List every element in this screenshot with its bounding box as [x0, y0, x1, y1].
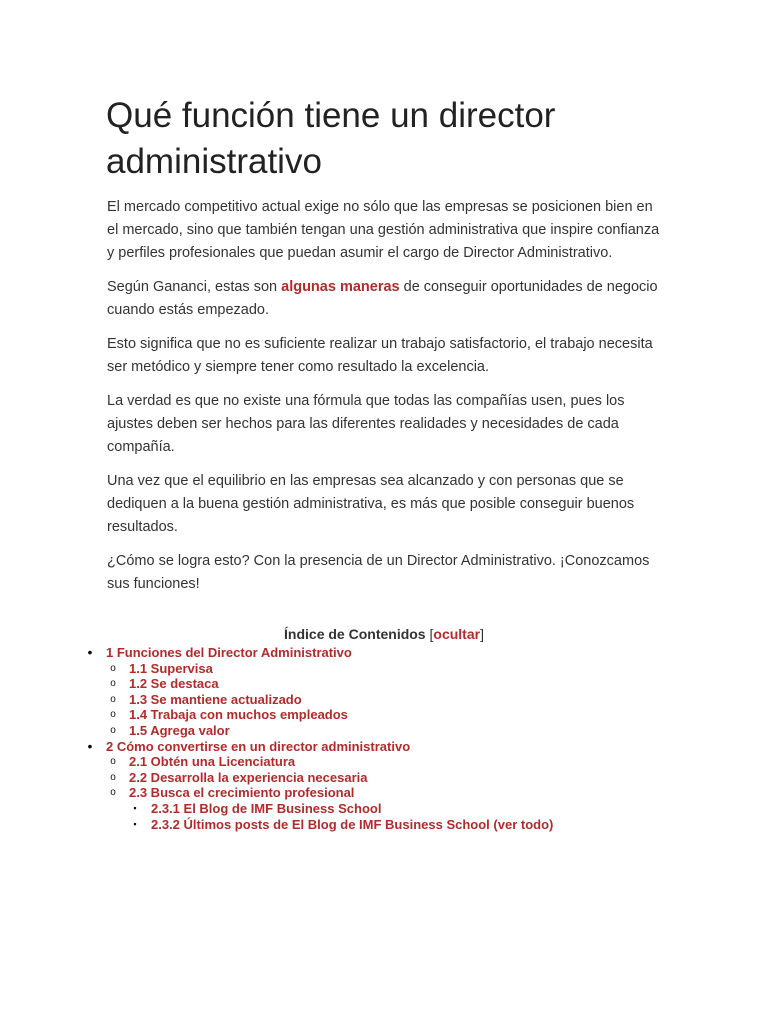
toc-item [0, 817, 768, 833]
toc-item [0, 661, 768, 677]
toc-toggle-wrapper [426, 626, 484, 642]
bullet-circle-icon: o [110, 724, 116, 736]
paragraph-1: El mercado competitivo actual exige no sólo que las empresas se posicionen bien en el mercado, sino que también tengan una gestión administrativa que inspire confianza y perfiles profesionales que puedan asumir el cargo de Director Administrativo. [107, 199, 660, 261]
bullet-disc-icon: • [87, 644, 93, 660]
paragraph-6: ¿Cómo se logra esto? Con la presencia de un Director Administrativo. ¡Conozcamos sus funciones! [107, 553, 650, 592]
paragraph-2-start: Según Gananci, estas son [107, 279, 282, 295]
algunas-maneras-link[interactable]: algunas maneras [281, 279, 400, 295]
toc-item [0, 770, 768, 786]
page-title: Qué función tiene un director administrativo [106, 96, 556, 181]
article-body [107, 196, 667, 607]
toc-link[interactable]: 1.5 Agrega valor [129, 722, 230, 738]
toc-link[interactable]: 2.3.2 Últimos posts de El Blog de IMF Business School (ver todo) [151, 816, 554, 832]
toc-item [0, 723, 768, 739]
table-of-contents [0, 645, 768, 832]
toc-hide-link[interactable]: ocultar [433, 626, 481, 642]
bullet-disc-icon: • [87, 737, 93, 754]
toc-link[interactable]: 2.1 Obtén una Licenciatura [129, 754, 296, 770]
bullet-circle-icon: o [110, 771, 116, 783]
bullet-circle-icon: o [110, 678, 116, 690]
bullet-circle-icon: o [110, 662, 116, 674]
toc-link[interactable]: 1.3 Se mantiene actualizado [129, 691, 302, 707]
toc-item [0, 754, 768, 770]
toc-link[interactable]: 1.4 Trabaja con muchos empleados [129, 707, 348, 723]
bullet-circle-icon: o [110, 709, 116, 721]
bullet-square-icon: ▪ [133, 802, 137, 813]
bullet-circle-icon: o [110, 693, 116, 705]
toc-link[interactable]: 1.2 Se destaca [129, 676, 219, 692]
toc-link[interactable]: 2.2 Desarrolla la experiencia necesaria [129, 769, 368, 785]
bullet-square-icon: ▪ [133, 818, 137, 829]
toc-item [0, 801, 768, 817]
toc-item [0, 739, 768, 755]
toc-heading: Índice de Contenidos [284, 626, 426, 642]
toc-link[interactable]: 2.3.1 El Blog de IMF Business School [151, 800, 382, 816]
toc-item [0, 707, 768, 723]
toc-link[interactable]: 2 Cómo convertirse en un director administrativo [106, 738, 411, 754]
toc-item [0, 785, 768, 801]
toc-item [0, 645, 768, 661]
toc-title [0, 626, 768, 642]
bullet-circle-icon: o [110, 787, 116, 799]
toc-item [0, 676, 768, 692]
bullet-circle-icon: o [110, 756, 116, 768]
toc-bracket-open: [ [425, 626, 434, 642]
paragraph-2-end: de conseguir oportunidades de negocio cuando estás empezado. [107, 279, 658, 318]
paragraph-3: Esto significa que no es suficiente realizar un trabajo satisfactorio, el trabajo necesita ser metódico y siempre tener como resultado la excelencia. [107, 336, 653, 375]
toc-item [0, 692, 768, 708]
paragraph-4: La verdad es que no existe una fórmula que todas las compañías usen, pues los ajustes deben ser hechos para las diferentes realidades y necesidades de cada compañía. [107, 393, 625, 455]
toc-bracket-close: ] [480, 626, 484, 642]
paragraph-2 [107, 276, 667, 322]
toc-link[interactable]: 2.3 Busca el crecimiento profesional [129, 785, 355, 801]
toc-link[interactable]: 1.1 Supervisa [129, 660, 213, 676]
toc-link[interactable]: 1 Funciones del Director Administrativo [106, 645, 352, 660]
paragraph-5: Una vez que el equilibrio en las empresas sea alcanzado y con personas que se dediquen a la buena gestión administrativa, es más que posible conseguir buenos resultados. [107, 473, 635, 535]
